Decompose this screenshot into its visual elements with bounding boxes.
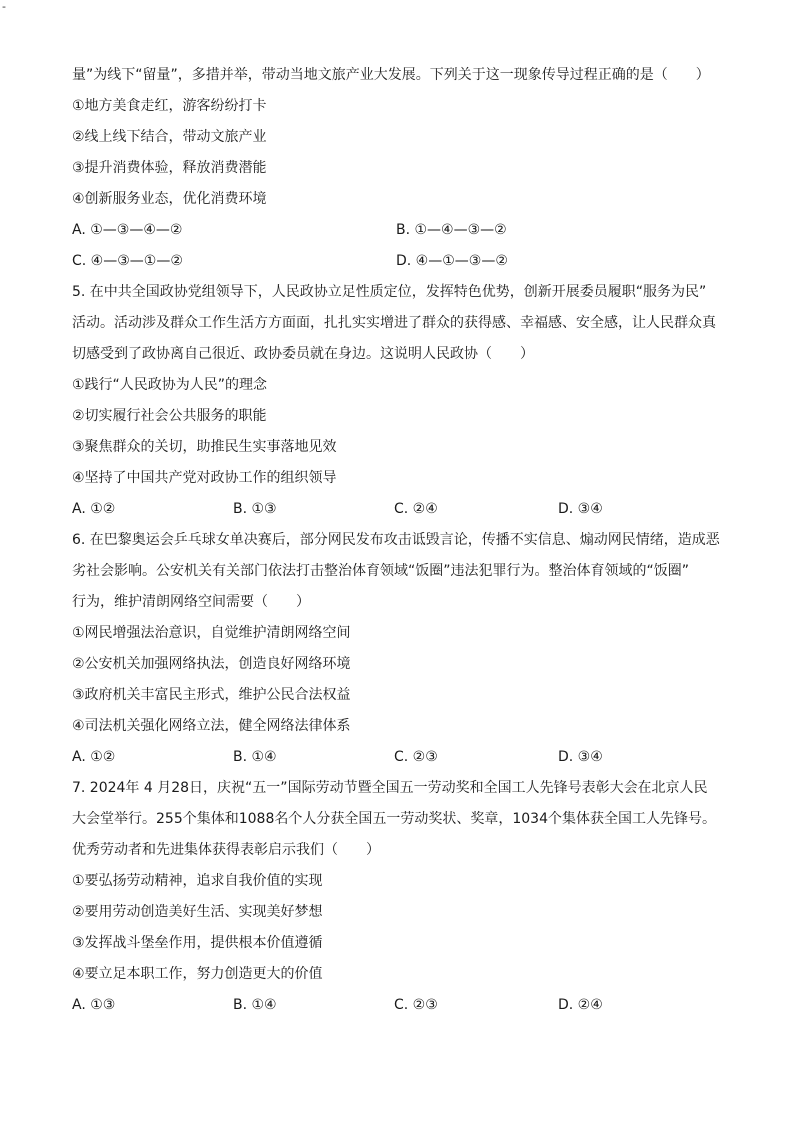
question-stem-line: 5. 在中共全国政协党组领导下，人民政协立足性质定位，发挥特色优势，创新开展委员履职“服务为民” — [72, 284, 707, 300]
options-row — [72, 215, 722, 246]
choice-item: ②公安机关加强网络执法，创造良好网络环境 — [72, 656, 351, 672]
option-a: A. ①② — [72, 749, 116, 765]
question-stem-line: 劣社会影响。公安机关有关部门依法打击整治体育领域“饭圈”违法犯罪行为。整治体育领域的“饭圈” — [72, 563, 690, 579]
option-d: D. ④—①—③—② — [396, 253, 508, 269]
question-5 — [72, 277, 722, 525]
choice-item: ②切实履行社会公共服务的职能 — [72, 408, 267, 424]
question-stem-line: 大会堂举行。255个集体和1088名个人分获全国五一劳动奖状、奖章，1034个集体获全国工人先锋号。 — [72, 811, 716, 827]
corner-mark: - — [2, 0, 6, 13]
option-c: C. ②③ — [394, 749, 438, 765]
option-d: D. ③④ — [558, 749, 603, 765]
options-row — [72, 742, 722, 773]
choice-item: ①网民增强法治意识，自觉维护清朗网络空间 — [72, 625, 351, 641]
choice-item: ①践行“人民政协为人民”的理念 — [72, 377, 268, 393]
question-stem-line: 切感受到了政协离自己很近、政协委员就在身边。这说明人民政协（ ） — [72, 346, 534, 362]
option-c: C. ②③ — [394, 997, 438, 1013]
question-4 — [72, 60, 722, 277]
question-stem-line: 优秀劳动者和先进集体获得表彰启示我们（ ） — [72, 842, 380, 858]
option-c: C. ④—③—①—② — [72, 253, 183, 269]
option-a: A. ①② — [72, 501, 116, 517]
options-row — [72, 246, 722, 277]
option-c: C. ②④ — [394, 501, 438, 517]
choice-item: ③政府机关丰富民主形式，维护公民合法权益 — [72, 687, 351, 703]
choice-item: ④创新服务业态，优化消费环境 — [72, 191, 267, 207]
option-d: D. ③④ — [558, 501, 603, 517]
choice-item: ③聚焦群众的关切，助推民生实事落地见效 — [72, 439, 337, 455]
option-d: D. ②④ — [558, 997, 603, 1013]
choice-item: ①地方美食走红，游客纷纷打卡 — [72, 98, 267, 114]
option-b: B. ①④ — [233, 749, 277, 765]
choice-item: ①要弘扬劳动精神，追求自我价值的实现 — [72, 873, 323, 889]
option-a: A. ①③ — [72, 997, 116, 1013]
question-6 — [72, 525, 722, 773]
question-stem-line: 量”为线下“留量”，多措并举，带动当地文旅产业大发展。下列关于这一现象传导过程正确的是（ ） — [72, 67, 710, 83]
exam-page — [72, 60, 722, 1021]
question-stem-line: 行为，维护清朗网络空间需要（ ） — [72, 594, 310, 610]
choice-item: ④坚持了中国共产党对政协工作的组织领导 — [72, 470, 337, 486]
choice-item: ③发挥战斗堡垒作用，提供根本价值遵循 — [72, 935, 323, 951]
options-row — [72, 494, 722, 525]
question-stem-line: 活动。活动涉及群众工作生活方方面面，扎扎实实增进了群众的获得感、幸福感、安全感，让人民群众真 — [72, 315, 716, 331]
question-7 — [72, 773, 722, 1021]
options-row — [72, 990, 722, 1021]
option-b: B. ①④ — [233, 997, 277, 1013]
choice-item: ③提升消费体验，释放消费潜能 — [72, 160, 267, 176]
choice-item: ②线上线下结合，带动文旅产业 — [72, 129, 267, 145]
question-stem-line: 6. 在巴黎奥运会乒乓球女单决赛后，部分网民发布攻击诋毁言论，传播不实信息、煽动网民情绪，造成恶 — [72, 532, 720, 548]
choice-item: ②要用劳动创造美好生活、实现美好梦想 — [72, 904, 323, 920]
choice-item: ④司法机关强化网络立法，健全网络法律体系 — [72, 718, 351, 734]
question-stem-line: 7. 2024年 4 月28日，庆祝“五一”国际劳动节暨全国五一劳动奖和全国工人先锋号表彰大会在北京人民 — [72, 780, 708, 796]
option-b: B. ①③ — [233, 501, 277, 517]
choice-item: ④要立足本职工作，努力创造更大的价值 — [72, 966, 323, 982]
option-a: A. ①—③—④—② — [72, 222, 183, 238]
option-b: B. ①—④—③—② — [396, 222, 507, 238]
